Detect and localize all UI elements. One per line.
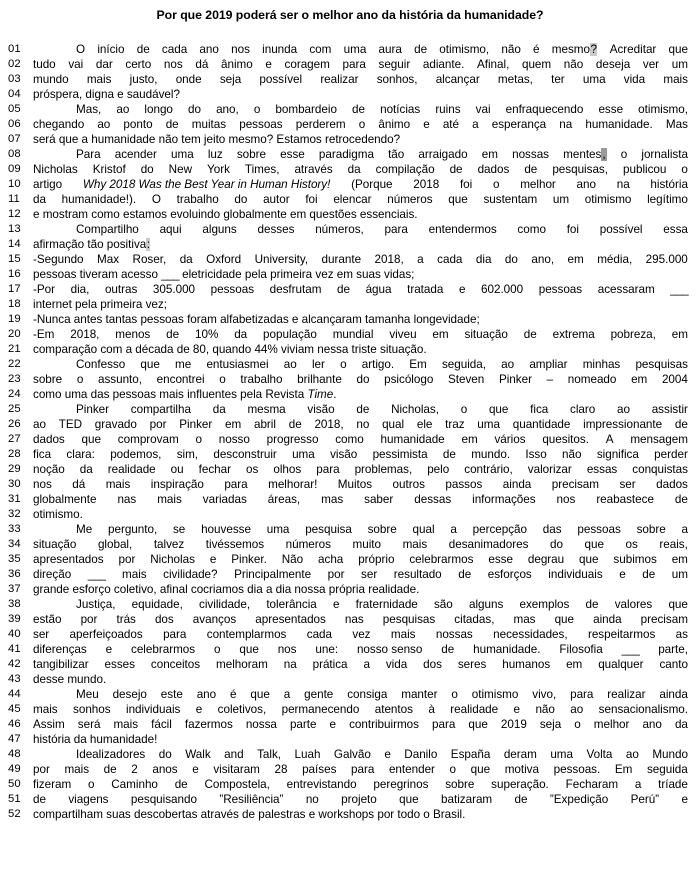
text-line (0, 267, 700, 282)
line-number: 04 (8, 88, 21, 100)
highlight-mark: , (602, 148, 606, 161)
line-number: 34 (8, 538, 21, 550)
line-number: 16 (8, 268, 21, 280)
line-number: 48 (8, 748, 21, 760)
text-line (0, 417, 700, 432)
line-number: 20 (8, 328, 21, 340)
line-number: 01 (8, 43, 21, 55)
line-number: 41 (8, 643, 21, 655)
text-line (0, 717, 700, 732)
line-text: Pinker compartilha da mesma visão de Nicholas, o que fica claro ao assistir (76, 403, 688, 416)
text-line (0, 327, 700, 342)
text-line (0, 687, 700, 702)
line-number: 13 (8, 223, 21, 235)
page-title: Por que 2019 poderá ser o melhor ano da história da humanidade? (156, 8, 544, 22)
line-text: mais sonhos individuais e coletivos, permanecendo atentos à realidade e não ao sensacionalismo. (33, 703, 688, 716)
line-text: -Segundo Max Roser, da Oxford University, durante 2018, a cada dia do ano, em média, 295.000 (33, 253, 688, 266)
line-number: 47 (8, 733, 21, 745)
line-text: dados que comprovam o nosso progresso como humanidade em vários quesitos. A mensagem (33, 433, 688, 446)
text-line (0, 762, 700, 777)
line-number: 49 (8, 763, 21, 775)
line-text: artigo Why 2018 Was the Best Year in Human History! (Porque 2018 foi o melhor ano na história (33, 178, 688, 191)
line-text: situação global, talvez tivéssemos números muito mais desanimadores do que os reais, (33, 538, 688, 551)
line-text: fizeram o Caminho de Compostela, entrevistando peregrinos sobre superação. Fecharam a tríade (33, 778, 688, 791)
line-number: 19 (8, 313, 21, 325)
line-number: 05 (8, 103, 21, 115)
line-text: desse mundo. (33, 673, 107, 686)
line-number: 37 (8, 583, 21, 595)
text-line (0, 117, 700, 132)
line-text: internet pela primeira vez; (33, 298, 167, 311)
line-number: 52 (8, 808, 21, 820)
line-text: e mostram como estamos evoluindo globalmente em questões essenciais. (33, 208, 418, 221)
line-text: fica clara: podemos, sim, desconstruir uma visão pessimista de mundo. Isso não significa perder (33, 448, 688, 461)
italic-article-title: Why 2018 Was the Best Year in Human History! (82, 178, 331, 191)
text-line (0, 132, 700, 147)
line-text: otimismo. (33, 508, 83, 521)
text-line (0, 642, 700, 657)
line-number: 02 (8, 58, 21, 70)
text-line (0, 612, 700, 627)
line-text: Justiça, equidade, civilidade, tolerância e fraternidade são alguns exemplos de valores que (76, 598, 688, 611)
line-text: sobre o assunto, encontrei o trabalho brilhante do psicólogo Steven Pinker – nomeado em 2004 (33, 373, 688, 386)
text-line (0, 312, 700, 327)
text-line (0, 582, 700, 597)
blank-field: ___ (670, 283, 688, 296)
line-text: diferenças e celebrarmos o que nos une: nosso senso de humanidade. Filosofia ___ parte, (33, 643, 688, 656)
text-line (0, 792, 700, 807)
line-number: 44 (8, 688, 21, 700)
text-line (0, 567, 700, 582)
text-line (0, 552, 700, 567)
line-number: 40 (8, 628, 21, 640)
line-number: 11 (8, 193, 20, 205)
line-text: de viagens pesquisando ”Resiliência” no projeto que batizaram de ”Expedição Perú” e (33, 793, 688, 806)
line-number: 51 (8, 793, 21, 805)
text-line (0, 732, 700, 747)
text-line (0, 72, 700, 87)
text-line (0, 807, 700, 822)
blank-field: ___ (87, 568, 106, 581)
line-number: 43 (8, 673, 21, 685)
text-line (0, 597, 700, 612)
text-line (0, 657, 700, 672)
line-number: 50 (8, 778, 21, 790)
text-line (0, 57, 700, 72)
line-number: 38 (8, 598, 21, 610)
text-line (0, 672, 700, 687)
text-line (0, 297, 700, 312)
line-text: globalmente nas mais variadas áreas, mas saber dessas informações nos reabastece de (33, 493, 688, 506)
line-number: 23 (8, 373, 21, 385)
text-line (0, 387, 700, 402)
line-text: afirmação tão positiva: (33, 238, 150, 251)
line-number: 24 (8, 388, 21, 400)
line-text: tangibilizar esses conceitos melhoram na prática a vida dos seres humanos em qualquer canto (33, 658, 688, 671)
text-line (0, 537, 700, 552)
line-text: Para acender uma luz sobre esse paradigma tão arraigado em nossas mentes, o jornalista (76, 148, 688, 161)
line-number: 25 (8, 403, 21, 415)
text-line (0, 702, 700, 717)
line-number: 45 (8, 703, 21, 715)
text-line (0, 177, 700, 192)
text-line (0, 747, 700, 762)
line-number: 12 (8, 208, 21, 220)
line-number: 07 (8, 133, 21, 145)
line-text: estão por trás dos avanços apresentados nas pesquisas citadas, mas que ainda precisam (33, 613, 688, 626)
line-text: como uma das pessoas mais influentes pela Revista Time. (33, 388, 337, 401)
line-text: ao TED gravado por Pinker em abril de 2018, no qual ele traz uma quantidade impressionante de (33, 418, 688, 431)
text-line (0, 432, 700, 447)
text-line (0, 222, 700, 237)
text-line (0, 462, 700, 477)
line-text: por mais de 2 anos e visitaram 28 países para entender o que motiva pessoas. Em seguida (33, 763, 688, 776)
text-line (0, 342, 700, 357)
document-body (0, 42, 700, 822)
text-line (0, 162, 700, 177)
text-line (0, 507, 700, 522)
text-line (0, 237, 700, 252)
line-number: 39 (8, 613, 21, 625)
highlight-mark: ? (590, 43, 597, 56)
line-number: 31 (8, 493, 21, 505)
line-text: Compartilho aqui alguns desses números, para entendermos como foi possível essa (76, 223, 688, 236)
line-text: mundo mais justo, onde seja possível realizar sonhos, alcançar metas, ter uma vida mais (33, 73, 688, 86)
line-number: 28 (8, 448, 21, 460)
line-number: 29 (8, 463, 21, 475)
line-text: Mas, ao longo do ano, o bombardeio de notícias ruins vai enfraquecendo esse otimismo, (76, 103, 688, 116)
line-number: 32 (8, 508, 21, 520)
line-text: Nicholas Kristof do New York Times, através da compilação de dados de pesquisas, publicou o (33, 163, 688, 176)
line-text: -Por dia, outras 305.000 pessoas desfrutam de água tratada e 602.000 pessoas acessaram ___ (33, 283, 688, 296)
line-text: grande esforço coletivo, afinal cocriamos dia a dia nossa própria realidade. (33, 583, 420, 596)
line-number: 27 (8, 433, 21, 445)
line-number: 26 (8, 418, 21, 430)
text-line (0, 87, 700, 102)
text-line (0, 282, 700, 297)
text-line (0, 522, 700, 537)
line-text: noção da realidade ou fechar os olhos para problemas, pelo contrário, valorizar essas conquistas (33, 463, 688, 476)
text-line (0, 492, 700, 507)
line-text: apresentados por Nicholas e Pinker. Não acha próprio celebrarmos esse degrau que subimos em (33, 553, 688, 566)
line-text: chegando ao ponto de muitas pessoas perderem o ânimo e até a esperança na humanidade. Mas (33, 118, 688, 131)
line-text: Me pergunto, se houvesse uma pesquisa sobre qual a percepção das pessoas sobre a (76, 523, 688, 536)
text-line (0, 372, 700, 387)
text-line (0, 207, 700, 222)
line-text: pessoas tiveram acesso ___ eletricidade pela primeira vez em suas vidas; (33, 268, 415, 281)
line-text: -Nunca antes tantas pessoas foram alfabetizadas e alcançaram tamanha longevidade; (33, 313, 480, 326)
line-text: comparação com a década de 80, quando 44% viviam nessa triste situação. (33, 343, 427, 356)
line-text: O início de cada ano nos inunda com uma aura de otimismo, não é mesmo? Acreditar que (76, 43, 688, 56)
line-number: 10 (8, 178, 21, 190)
text-line (0, 192, 700, 207)
line-text: compartilham suas descobertas através de palestras e workshops por todo o Brasil. (33, 808, 466, 821)
highlight-mark: : (146, 238, 150, 251)
text-line (0, 147, 700, 162)
text-line (0, 627, 700, 642)
line-number: 42 (8, 658, 21, 670)
line-text: história da humanidade! (33, 733, 158, 746)
text-line (0, 102, 700, 117)
line-number: 08 (8, 148, 21, 160)
line-number: 36 (8, 568, 21, 580)
line-text: da humanidade!). O trabalho do autor foi elencar números que sustentam um otimismo legítimo (33, 193, 688, 206)
line-text: direção ___ mais civilidade? Principalmente por ser resultado de esforços individuais e de um (33, 568, 688, 581)
line-number: 14 (8, 238, 21, 250)
line-number: 30 (8, 478, 21, 490)
line-number: 15 (8, 253, 21, 265)
line-text: Assim será mais fácil fazermos nossa parte e contribuirmos para que 2019 seja o melhor ano da (33, 718, 688, 731)
line-text: tudo vai dar certo nos dá ânimo e coragem para seguir adiante. Afinal, quem não deseja ver um (33, 58, 688, 71)
line-number: 21 (8, 343, 21, 355)
line-number: 17 (8, 283, 21, 295)
line-text: será que a humanidade não tem jeito mesmo? Estamos retrocedendo? (33, 133, 401, 146)
line-number: 18 (8, 298, 21, 310)
blank-field: ___ (161, 268, 179, 281)
blank-field: ___ (621, 643, 640, 656)
line-text: Idealizadores do Walk and Talk, Luah Galvão e Danilo España deram uma Volta ao Mundo (76, 748, 688, 761)
text-line (0, 402, 700, 417)
line-number: 06 (8, 118, 21, 130)
line-text: ser aperfeiçoados para contemplarmos cada vez mais nossas necessidades, respeitarmos as (33, 628, 688, 641)
line-number: 35 (8, 553, 21, 565)
line-number: 03 (8, 73, 21, 85)
line-text: -Em 2018, menos de 10% da população mundial viveu em situação de extrema pobreza, em (33, 328, 688, 341)
text-line (0, 252, 700, 267)
line-text: Confesso que me entusiasmei ao ler o artigo. Em seguida, ao ampliar minhas pesquisas (76, 358, 688, 371)
text-line (0, 42, 700, 57)
text-line (0, 777, 700, 792)
line-number: 09 (8, 163, 21, 175)
line-number: 22 (8, 358, 21, 370)
text-line (0, 447, 700, 462)
line-number: 46 (8, 718, 21, 730)
text-line (0, 357, 700, 372)
line-text: nos dá mais inspiração para melhorar! Muitos outros passos ainda precisam ser dados (33, 478, 688, 491)
text-line (0, 477, 700, 492)
line-text: Meu desejo este ano é que a gente consiga manter o otimismo vivo, para realizar ainda (76, 688, 688, 701)
italic-magazine-name: Time (307, 388, 334, 401)
line-text: próspera, digna e saudável? (33, 88, 180, 101)
line-number: 33 (8, 523, 21, 535)
